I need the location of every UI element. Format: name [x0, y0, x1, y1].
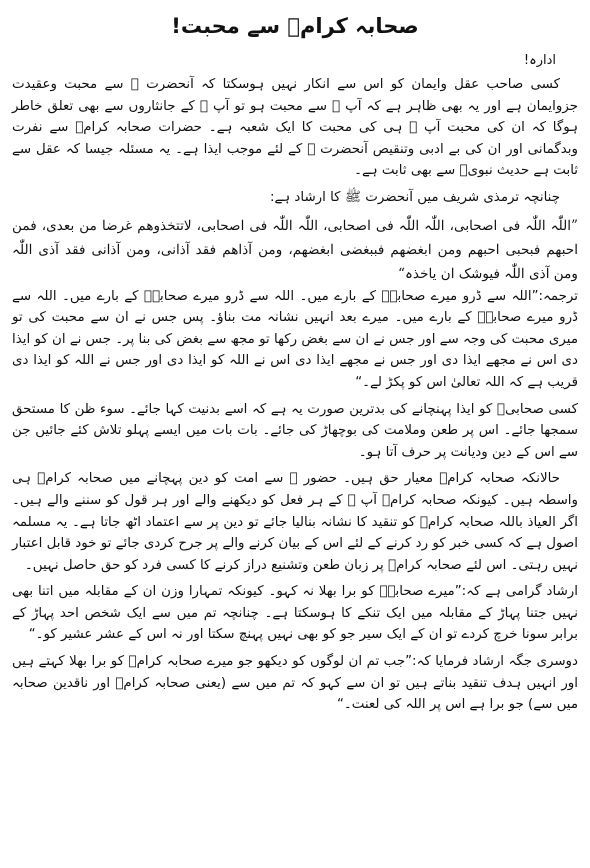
- paragraph-saying-two: دوسری جگہ ارشاد فرمایا کہ:”جب تم ان لوگوں کو دیکھو جو میرے صحابہ کرامؓ کو برا بھلا کہتے ہیں اور انہیں ہدف تنقید بناتے ہیں تو ان سے کہو کہ تم میں سے (یعنی صحابہ کرامؓ اور ناقدین صحابہ میں سے) جو برا ہے اس پر اللہ کی لعنت۔“: [12, 654, 578, 713]
- arabic-hadith: [12, 214, 578, 286]
- article-page: [12, 0, 578, 868]
- paragraph-harm: کسی صحابیؓ کو ایذا پہنچانے کی بدترین صورت یہ ہے کہ اسے بدنیت کہا جائے۔ سوء ظن کا مستحق سمجھا جائے۔ اس پر طعن وملامت کی بوچھاڑ کی جائے۔ بات بات میں ایسے پہلو تلاش کئے جائیں جن سے اس کے دین ودیانت پر حرف آتا ہو۔: [12, 401, 578, 460]
- paragraph-saying-one: ارشاد گرامی ہے کہ:”میرے صحابہؓ کو برا بھلا نہ کہو۔ کیونکہ تمہارا وزن ان کے مقابلہ میں اتنا بھی نہیں جتنا پہاڑ کے مقابلہ میں ایک تنکے کا ہوسکتا ہے۔ چنانچہ تم میں سے ایک شخص احد پہاڑ کے برابر سونا خرچ کردے تو ان کے ایک سیر جو کو بھی نہیں پہنچ سکتا اور نہ اس کے عشر عشیر کو۔“: [12, 584, 578, 643]
- byline: ادارہ!: [523, 53, 556, 68]
- arabic-hadith-text: ”اللّٰہ اللّٰہ فی اصحابی، اللّٰہ اللّٰہ فی اصحابی، اللّٰہ اللّٰہ فی اصحابی، لاتتخذوھم غرضا من بعدی، فمن احبھم فبحبی احبھم ومن ابغضھم فببغضی ابغضھم، ومن آذاھم فقد آذانی، ومن آذانی فقد آذی اللّٰہ ومن آذی اللّٰہ فیوشک ان یاخذہ“: [12, 217, 578, 282]
- article-title: صحابہ کرامؓ سے محبت!: [171, 14, 419, 38]
- paragraph-intro: کسی صاحب عقل وایمان کو اس سے انکار نہیں ہوسکتا کہ آنحضرت ﷺ سے محبت وعقیدت جزوایمان ہے اور یہ بھی ظاہر ہے کہ آپ ﷺ سے محبت ہو تو آپ ﷺ کے جانثاروں سے بھی تعلق خاطر ہوگا کہ ان کی محبت آپ ﷺ ہی کی محبت کا ایک شعبہ ہے۔ حضرات صحابہ کرامؓ سے نفرت وبدگمانی اور ان کی بے ادبی وتنقیص آنحضرت ﷺ کے لئے موجب ایذا ہے۔ یہ مسئلہ جیسا کہ عقل سے ثابت ہے حدیث نبویؐ سے بھی ثابت ہے۔: [12, 77, 578, 179]
- paragraph-tirmidhi-intro: چنانچہ ترمذی شریف میں آنحضرت ﷺ کا ارشاد ہے:: [269, 189, 560, 205]
- hadith-translation: ترجمہ:”اللہ سے ڈرو میرے صحابہؓ کے بارے میں۔ اللہ سے ڈرو میرے صحابہؓ کے بارے میں۔ اللہ سے ڈرو میرے صحابہؓ کے بارے میں۔ میرے بعد انہیں نشانہ مت بناؤ۔ پس جس نے ان سے محبت کی تو میری محبت کی وجہ سے اور جس نے ان سے بغض رکھا تو مجھ سے بغض کی بنا پر۔ جس نے ان کو ایذا دی اس نے مجھے ایذا دی اور جس نے مجھے ایذا دی اس نے اللہ کو ایذا دی اور جس نے اللہ کو ایذا دی قریب ہے کہ اللہ تعالیٰ اس کو پکڑ لے۔“: [12, 288, 578, 390]
- paragraph-standard-of-truth: حالانکہ صحابہ کرامؓ معیار حق ہیں۔ حضور ﷺ سے امت کو دین پہچانے میں صحابہ کرامؓ ہی واسطہ ہیں۔ کیونکہ صحابہ کرامؓ آپ ﷺ کے ہر فعل کو دیکھنے والے اور ہر قول کو سننے والے ہیں۔ اگر العیاذ باللہ صحابہ کرامؓ کو تنقید کا نشانہ بنالیا جائے تو دین پر سے اعتماد اٹھ جاتا ہے۔ یہ مسلمہ اصول ہے کہ کسی خبر کو رد کرنے کے لئے اس کے بیان کرنے والے پر جرح کردی جائے تو خود قابل اعتبار نہیں رہتی۔ اس لئے صحابہ کرامؓ پر زبان طعن وتشنیع دراز کرنے کا کسی فرد کو حق حاصل نہیں۔: [12, 471, 578, 573]
